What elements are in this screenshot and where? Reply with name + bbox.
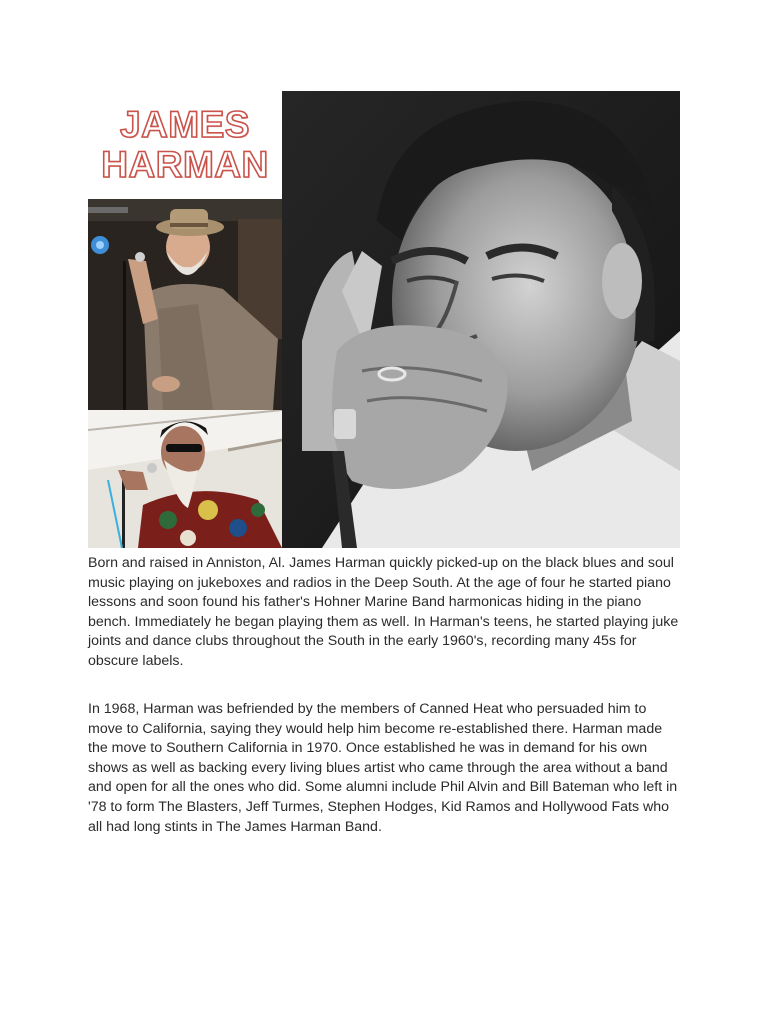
title-line-first: JAMES (120, 104, 250, 145)
outdoor-photo-image (88, 410, 282, 548)
stage-photo (88, 199, 282, 410)
title-block (88, 91, 282, 199)
main-photo-image (282, 91, 680, 548)
outdoor-photo (88, 410, 282, 548)
bio-paragraph-early-life: Born and raised in Anniston, Al. James Harman quickly picked-up on the black blues and soul music playing on jukeboxes and radios in the Deep South. At the age of four he started piano lessons and soon found his father's Hohner Marine Band harmonicas hiding in the piano bench. Immediately he began playing them as well. In Harman's teens, he started playing juke joints and dance clubs throughout the South in the early 1960's, recording many 45s for obscure labels. (88, 555, 679, 669)
bio-paragraph-california: In 1968, Harman was befriended by the members of Canned Heat who persuaded him to move to California, saying they would help him become re-established there. Harman made the move to Southern California in 1970. Once established he was in demand for his own shows as well as backing every living blues artist who came through the area without a band and open for all the ones who did. Some alumni include Phil Alvin and Bill Bateman who left in '78 to form The Blasters, Jeff Turmes, Stephen Hodges, Kid Ramos and Hollywood Fats who all had long stints in The James Harman Band. (88, 701, 678, 835)
main-photo (282, 91, 680, 548)
stage-photo-image (88, 199, 282, 410)
title-line-last: HARMAN (101, 144, 269, 185)
